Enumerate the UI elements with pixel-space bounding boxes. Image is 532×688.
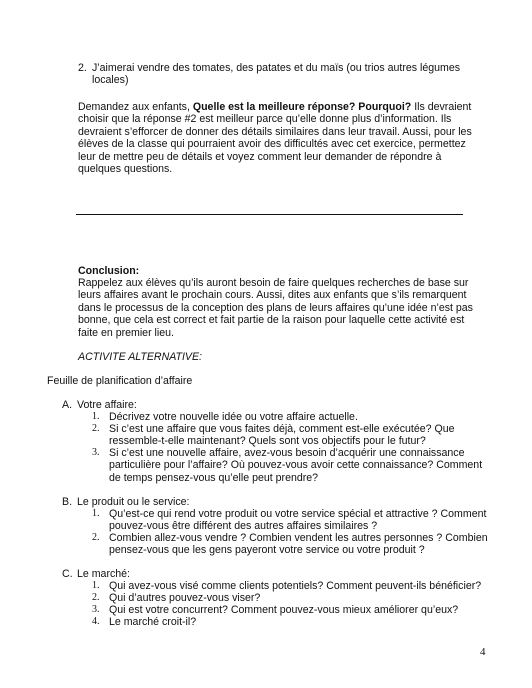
worksheet-title: Feuille de planification d’affaire — [47, 375, 193, 387]
section-letter: B. — [62, 496, 73, 508]
item-text: Qui d’autres pouvez-vous viser? — [109, 592, 261, 604]
item-number: 4. — [92, 616, 100, 627]
paragraph-question: Quelle est la meilleure réponse? Pourquoi? — [192, 101, 412, 113]
instruction-paragraph — [78, 101, 478, 175]
section-label: Le marché: — [77, 568, 130, 580]
item-text: Qui est votre concurrent? Comment pouvez-vous mieux améliorer qu’eux? — [109, 604, 459, 616]
horizontal-divider — [76, 214, 463, 215]
section-letter: A. — [62, 399, 73, 411]
item-number: 2. — [92, 423, 100, 434]
section-label: Le produit ou le service: — [77, 496, 190, 508]
conclusion-body: Rappelez aux élèves qu’ils auront besoin de faire quelques recherches de base sur leurs affaires avant le prochain cours. Aussi, dites aux enfants que s’ils remarquent dans le processus de la conception des plans de leurs affaires qu’une idée n’est pas bonne, que cela est correct et fait partie de la raison pour laquelle cette activité est faite en premier lieu. — [78, 277, 473, 339]
item-text: Qu’est-ce qui rend votre produit ou votre service spécial et attractive ? Comment pouvez-vous être différent des autres affaires similaires ? — [109, 508, 487, 533]
paragraph-body: Ils devraient choisir que la réponse #2 est meilleur parce qu’elle donne plus d’information. Ils devraient s’efforcer de donner des détails similaires dans leur travail. Aussi, pour les élèves de la classe qui pourraient avoir des difficultés avec cet exercice, permettez leur de mettre peu de détails et voyez comment leur demander de répondre à quelques questions. — [78, 101, 472, 176]
item-text: Si c’est une affaire que vous faites déjà, comment est-elle exécutée? Que ressemble-t-elle maintenant? Quels sont vos objectifs pour le futur? — [109, 423, 455, 448]
item-text: Le marché croit-il? — [109, 616, 197, 628]
item-number: 2. — [92, 592, 100, 603]
page-number: 4 — [480, 646, 486, 658]
item-number: 3. — [92, 604, 100, 615]
item-number: 3. — [92, 447, 100, 458]
item-text: Combien allez-vous vendre ? Combien vendent les autres personnes ? Combien pensez-vous que les gens payeront votre service ou votre produit ? — [109, 532, 488, 557]
item-number: 1. — [92, 508, 100, 519]
list-number: 2. — [78, 62, 87, 74]
list-text: J’aimerai vendre des tomates, des patates et du maïs (ou trios autres légumes locales) — [92, 62, 461, 87]
conclusion-heading: Conclusion: — [78, 265, 140, 277]
item-text: Si c’est une nouvelle affaire, avez-vous besoin d’acquérir une connaissance particulière pour l’affaire? Où pouvez-vous avoir cette connaissance? Comment de temps pensez-vous qu’elle peut prendre? — [109, 447, 483, 484]
item-text: Décrivez votre nouvelle idée ou votre affaire actuelle. — [109, 411, 358, 423]
item-number: 1. — [92, 580, 100, 591]
alternative-activity-heading: ACTIVITE ALTERNATIVE: — [78, 351, 203, 363]
section-letter: C. — [62, 568, 73, 580]
item-number: 1. — [92, 411, 100, 422]
section-label: Votre affaire: — [77, 399, 137, 411]
item-number: 2. — [92, 532, 100, 543]
paragraph-intro: Demandez aux enfants, — [78, 101, 193, 113]
item-text: Qui avez-vous visé comme clients potentiels? Comment peuvent-ils bénéficier? — [109, 580, 482, 592]
